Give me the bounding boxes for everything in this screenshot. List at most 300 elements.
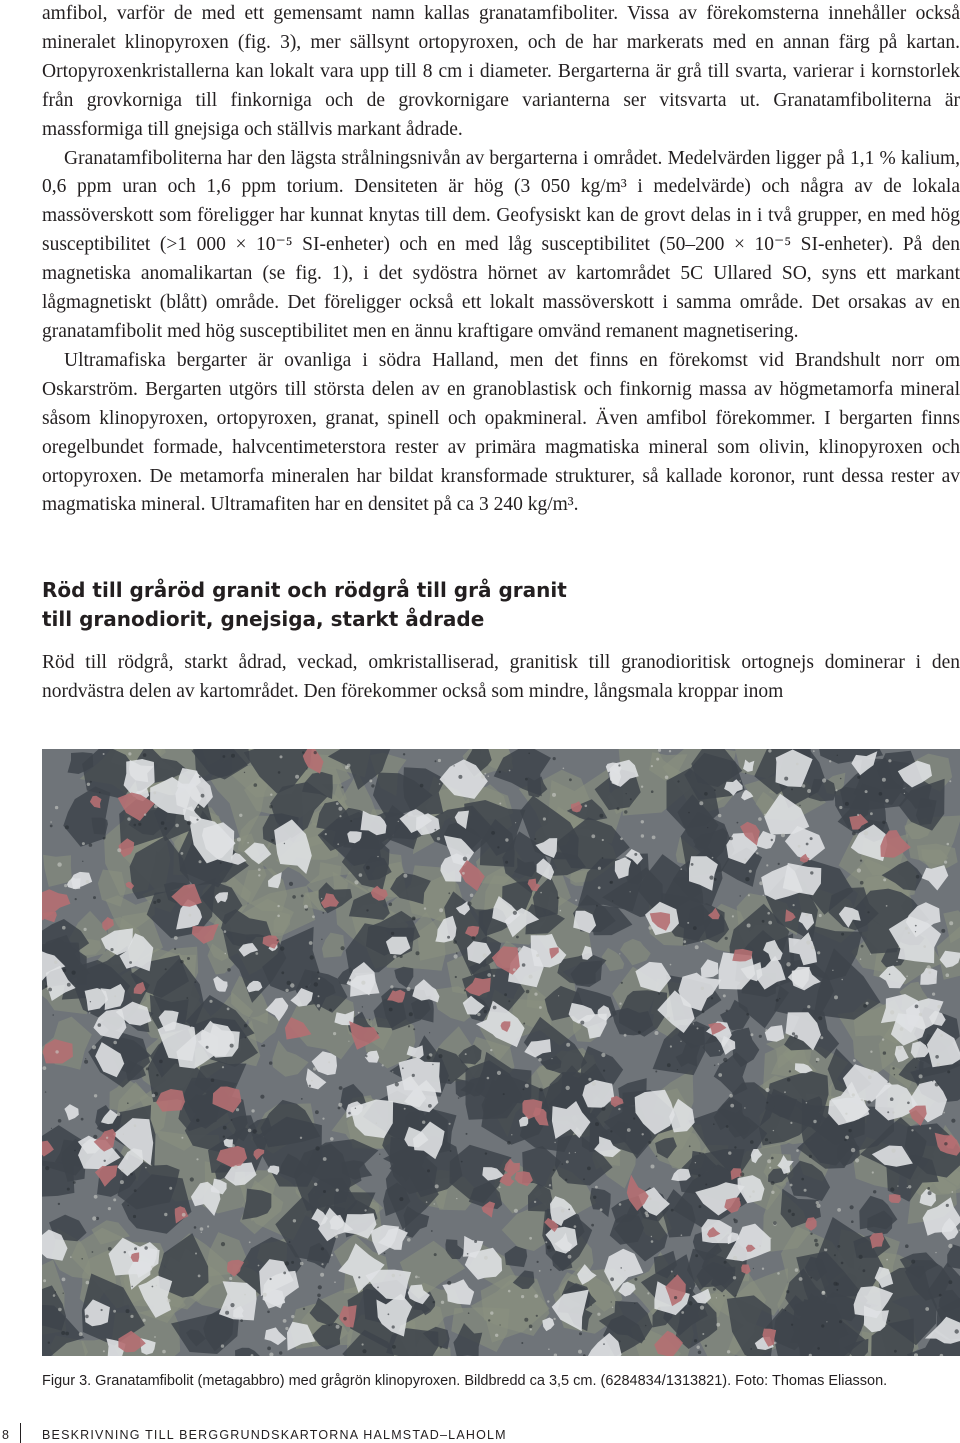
speckle: [220, 862, 222, 864]
speckle: [366, 909, 368, 911]
speckle: [947, 1070, 950, 1073]
speckle: [747, 924, 751, 928]
speckle: [765, 1138, 768, 1141]
speckle: [806, 1102, 808, 1104]
speckle: [537, 1261, 539, 1263]
speckle: [180, 960, 183, 963]
speckle: [609, 881, 611, 883]
speckle: [230, 1303, 234, 1307]
speckle: [852, 832, 856, 836]
speckle: [221, 1344, 224, 1347]
speckle: [130, 1173, 133, 1176]
speckle: [339, 1086, 343, 1090]
speckle: [841, 979, 843, 981]
speckle: [745, 877, 749, 881]
speckle: [453, 940, 457, 944]
speckle: [860, 860, 862, 862]
speckle: [735, 1295, 736, 1296]
speckle: [194, 1226, 197, 1229]
speckle: [648, 926, 652, 930]
speckle: [768, 921, 772, 925]
speckle: [811, 946, 814, 949]
speckle: [89, 1012, 90, 1013]
speckle: [885, 799, 889, 803]
speckle: [514, 1209, 518, 1213]
speckle: [412, 1074, 415, 1077]
speckle: [624, 1270, 626, 1272]
speckle: [305, 986, 308, 989]
speckle: [711, 997, 713, 999]
speckle: [290, 983, 294, 987]
speckle: [723, 994, 726, 997]
speckle: [278, 771, 281, 774]
speckle: [596, 905, 598, 907]
speckle: [698, 1174, 701, 1177]
speckle: [50, 821, 52, 823]
speckle: [578, 1350, 582, 1354]
speckle: [279, 1351, 282, 1354]
speckle: [516, 936, 519, 939]
speckle: [503, 1093, 505, 1095]
speckle: [61, 1331, 65, 1335]
speckle: [671, 1271, 673, 1273]
speckle: [709, 876, 713, 880]
speckle: [733, 1256, 737, 1260]
speckle: [98, 1023, 102, 1027]
speckle: [851, 1220, 854, 1223]
speckle: [336, 1325, 340, 1329]
speckle: [767, 1159, 771, 1163]
speckle: [359, 873, 363, 877]
speckle: [558, 995, 559, 996]
speckle: [651, 1236, 652, 1237]
speckle: [857, 814, 859, 816]
speckle: [949, 1280, 953, 1284]
speckle: [79, 1332, 83, 1336]
speckle: [714, 789, 716, 791]
speckle: [547, 1300, 549, 1302]
speckle: [905, 1244, 909, 1248]
speckle: [762, 920, 765, 923]
speckle: [565, 1179, 567, 1181]
speckle: [804, 1189, 807, 1192]
speckle: [490, 1049, 492, 1051]
speckle: [67, 983, 71, 987]
speckle: [255, 952, 258, 955]
speckle: [513, 968, 516, 971]
speckle: [688, 1301, 692, 1305]
speckle: [389, 1008, 393, 1012]
speckle: [398, 821, 399, 822]
speckle: [481, 775, 485, 779]
speckle: [588, 1078, 591, 1081]
speckle: [656, 758, 659, 761]
speckle: [764, 814, 766, 816]
speckle: [488, 1319, 490, 1321]
speckle: [907, 1102, 910, 1105]
speckle: [864, 831, 868, 835]
speckle: [591, 834, 595, 838]
speckle: [523, 1088, 525, 1090]
speckle: [807, 789, 811, 793]
speckle: [164, 1213, 167, 1216]
speckle: [655, 1031, 659, 1035]
speckle: [309, 1085, 311, 1087]
speckle: [948, 1244, 952, 1248]
speckle: [568, 1255, 572, 1259]
speckle: [513, 911, 517, 915]
speckle: [883, 878, 886, 881]
speckle: [287, 981, 291, 985]
speckle: [54, 961, 57, 964]
speckle: [277, 915, 280, 918]
speckle: [834, 995, 838, 999]
speckle: [521, 1295, 524, 1298]
speckle: [239, 814, 242, 817]
speckle: [145, 1167, 147, 1169]
speckle: [591, 1305, 592, 1306]
speckle: [365, 1055, 367, 1057]
speckle: [101, 1309, 103, 1311]
speckle: [897, 1185, 898, 1186]
speckle: [536, 1315, 538, 1317]
speckle: [127, 1205, 129, 1207]
speckle: [765, 1088, 769, 1092]
speckle: [647, 1292, 649, 1294]
speckle: [258, 868, 261, 871]
speckle: [188, 1061, 189, 1062]
speckle: [807, 1005, 810, 1008]
speckle: [886, 1259, 888, 1261]
speckle: [131, 1286, 133, 1288]
speckle: [837, 1245, 840, 1248]
speckle: [699, 1152, 701, 1154]
footer-divider: [20, 1423, 21, 1443]
speckle: [734, 1146, 736, 1148]
speckle: [645, 1211, 648, 1214]
speckle: [765, 1029, 767, 1031]
speckle: [439, 908, 443, 912]
speckle: [787, 1078, 791, 1082]
speckle: [752, 1190, 755, 1193]
speckle: [87, 783, 90, 786]
speckle: [935, 978, 937, 980]
speckle: [267, 1347, 271, 1351]
speckle: [82, 842, 85, 845]
speckle: [599, 814, 603, 818]
speckle: [879, 792, 883, 796]
speckle: [923, 945, 926, 948]
speckle: [348, 1112, 351, 1115]
speckle: [86, 1281, 90, 1285]
speckle: [667, 1017, 670, 1020]
speckle: [113, 1310, 116, 1313]
speckle: [84, 928, 87, 931]
speckle: [850, 1205, 854, 1209]
speckle: [669, 750, 671, 752]
speckle: [619, 1203, 622, 1206]
speckle: [338, 807, 342, 811]
speckle: [338, 1107, 341, 1110]
speckle: [169, 1187, 172, 1190]
speckle: [580, 1021, 584, 1025]
speckle: [813, 750, 815, 752]
speckle: [638, 1031, 641, 1034]
speckle: [955, 1329, 959, 1333]
speckle: [810, 1233, 812, 1235]
speckle: [704, 792, 708, 796]
speckle: [362, 1349, 366, 1353]
speckle: [882, 778, 886, 782]
speckle: [144, 1246, 147, 1249]
speckle: [505, 838, 508, 841]
speckle: [937, 1063, 941, 1067]
speckle: [408, 1025, 410, 1027]
speckle: [871, 1069, 874, 1072]
speckle: [611, 1301, 612, 1302]
speckle: [448, 1079, 450, 1081]
speckle: [829, 760, 831, 762]
speckle: [490, 1311, 493, 1314]
speckle: [630, 891, 631, 892]
speckle: [898, 1046, 902, 1050]
speckle: [315, 1146, 319, 1150]
speckle: [424, 907, 426, 909]
speckle: [117, 1112, 121, 1116]
speckle: [792, 1213, 795, 1216]
speckle: [818, 1016, 822, 1020]
speckle: [799, 805, 801, 807]
speckle: [951, 1119, 955, 1123]
speckle: [263, 1044, 266, 1047]
speckle: [337, 843, 339, 845]
speckle: [225, 953, 227, 955]
speckle: [348, 1041, 349, 1042]
speckle: [467, 902, 471, 906]
speckle: [395, 1082, 399, 1086]
speckle: [634, 1278, 637, 1281]
speckle: [641, 786, 643, 788]
speckle: [681, 1234, 683, 1236]
speckle: [619, 953, 620, 954]
speckle: [341, 786, 343, 788]
speckle: [73, 1181, 76, 1184]
speckle: [318, 995, 320, 997]
speckle: [539, 1270, 541, 1272]
speckle: [603, 1070, 605, 1072]
speckle: [281, 971, 284, 974]
speckle: [551, 1058, 552, 1059]
figure-3-photo: [42, 749, 960, 1356]
paragraph-granit-intro: Röd till rödgrå, starkt ådrad, veckad, omkristalliserad, granitisk till granodioritisk ortognejs dominerar i den nordvästra delen av kartområdet. Den förekommer också som mindre, långsmala kroppar inom: [42, 652, 960, 702]
speckle: [310, 955, 314, 959]
speckle: [952, 1203, 953, 1204]
speckle: [336, 802, 339, 805]
speckle: [618, 1108, 620, 1110]
speckle: [701, 987, 704, 990]
speckle: [645, 1325, 646, 1326]
speckle: [270, 794, 272, 796]
speckle: [815, 1243, 819, 1247]
speckle: [771, 839, 773, 841]
speckle: [624, 1034, 627, 1037]
speckle: [487, 973, 491, 977]
speckle: [412, 1056, 415, 1059]
speckle: [415, 1276, 418, 1279]
speckle: [820, 1036, 823, 1039]
speckle: [317, 1294, 321, 1298]
speckle: [508, 1290, 511, 1293]
speckle: [366, 866, 370, 870]
speckle: [280, 946, 284, 950]
speckle: [499, 771, 501, 773]
speckle: [234, 1165, 238, 1169]
speckle: [244, 1024, 247, 1027]
speckle: [164, 827, 167, 830]
speckle: [699, 1205, 702, 1208]
speckle: [57, 862, 61, 866]
speckle: [785, 1310, 786, 1311]
speckle: [252, 1129, 256, 1133]
speckle: [468, 1312, 470, 1314]
speckle: [890, 1097, 894, 1101]
rock-texture-image: [42, 749, 960, 1356]
speckle: [104, 1160, 106, 1162]
speckle: [568, 1209, 570, 1211]
speckle: [209, 1000, 212, 1003]
speckle: [840, 778, 842, 780]
speckle: [882, 821, 885, 824]
speckle: [680, 1041, 681, 1042]
speckle: [181, 852, 184, 855]
speckle: [778, 863, 780, 865]
speckle: [774, 1342, 777, 1345]
speckle: [773, 1221, 777, 1225]
speckle: [900, 1027, 904, 1031]
speckle: [196, 1119, 199, 1122]
speckle: [718, 814, 721, 817]
speckle: [935, 1083, 939, 1087]
speckle: [329, 1009, 332, 1012]
speckle: [826, 1321, 827, 1322]
speckle: [434, 1156, 436, 1158]
speckle: [55, 806, 58, 809]
speckle: [162, 1350, 166, 1354]
speckle: [619, 1003, 621, 1005]
speckle: [634, 1303, 635, 1304]
speckle: [769, 1167, 771, 1169]
speckle: [348, 979, 351, 982]
speckle: [691, 863, 694, 866]
speckle: [789, 1070, 791, 1072]
speckle: [403, 753, 405, 755]
speckle: [103, 837, 106, 840]
speckle: [384, 1253, 386, 1255]
speckle: [575, 899, 577, 901]
speckle: [612, 900, 613, 901]
speckle: [620, 1267, 622, 1269]
speckle: [756, 852, 758, 854]
speckle: [127, 1102, 129, 1104]
speckle: [484, 1010, 487, 1013]
speckle: [225, 1311, 229, 1315]
speckle: [358, 1276, 360, 1278]
speckle: [937, 1005, 941, 1009]
speckle: [323, 1157, 327, 1161]
speckle: [911, 1260, 915, 1264]
speckle: [680, 868, 682, 870]
speckle: [497, 1071, 501, 1075]
speckle: [333, 1032, 336, 1035]
speckle: [729, 837, 733, 841]
speckle: [304, 905, 308, 909]
speckle: [602, 857, 604, 859]
speckle: [258, 1265, 260, 1267]
speckle: [889, 974, 891, 976]
paragraph-ultramafiska: Ultramafiska bergarter är ovanliga i södra Halland, men det finns en förekomst vid Brandshult norr om Oskarström. Bergarten utgörs till största delen av en granoblastisk och finkornig massa av högmetamorfa mineral såsom klinopyroxen, ortopyroxen, granat, spinell och opakmineral. Även amfibol förekommer. I bergarten finns oregelbundet formade, halvcentimeterstora rester av primära magmatiska mineral som olivin, klinopyroxen och ortopyroxen. De metamorfa mineralen har bildat kransformade strukturer, så kallade koronor, runt dessa rester av magmatiska mineral. Ultramafiten har en densitet på ca 3 240 kg/m³.: [42, 349, 960, 516]
speckle: [152, 1094, 155, 1097]
speckle: [207, 1225, 209, 1227]
speckle: [133, 1215, 136, 1218]
speckle: [392, 1071, 393, 1072]
speckle: [651, 1165, 655, 1169]
speckle: [159, 1060, 163, 1064]
speckle: [602, 839, 604, 841]
speckle: [591, 1224, 594, 1227]
speckle: [376, 1123, 377, 1124]
speckle: [763, 895, 764, 896]
speckle: [289, 1241, 291, 1243]
speckle: [851, 1148, 855, 1152]
speckle: [759, 1245, 761, 1247]
speckle: [665, 776, 669, 780]
speckle: [601, 1053, 605, 1057]
speckle: [322, 1118, 324, 1120]
speckle: [694, 1339, 697, 1342]
speckle: [867, 911, 869, 913]
speckle: [86, 880, 90, 884]
speckle: [749, 870, 752, 873]
speckle: [771, 1191, 774, 1194]
speckle: [553, 757, 556, 760]
speckle: [306, 768, 307, 769]
speckle: [55, 1291, 57, 1293]
speckle: [94, 1094, 97, 1097]
speckle: [138, 823, 141, 826]
speckle: [700, 941, 702, 943]
speckle: [189, 914, 192, 917]
speckle: [587, 1167, 591, 1171]
speckle: [688, 812, 690, 814]
speckle: [768, 749, 771, 752]
speckle: [151, 1266, 154, 1269]
speckle: [152, 1286, 154, 1288]
speckle: [312, 915, 315, 918]
speckle: [845, 802, 849, 806]
speckle: [474, 1240, 477, 1243]
speckle: [345, 766, 349, 770]
speckle: [323, 1190, 326, 1193]
speckle: [447, 1281, 451, 1285]
speckle: [254, 783, 258, 787]
speckle: [93, 896, 96, 899]
speckle: [461, 1161, 463, 1163]
speckle: [740, 1172, 744, 1176]
speckle: [245, 1037, 247, 1039]
speckle: [929, 1127, 931, 1129]
speckle: [776, 947, 779, 950]
speckle: [598, 886, 601, 889]
